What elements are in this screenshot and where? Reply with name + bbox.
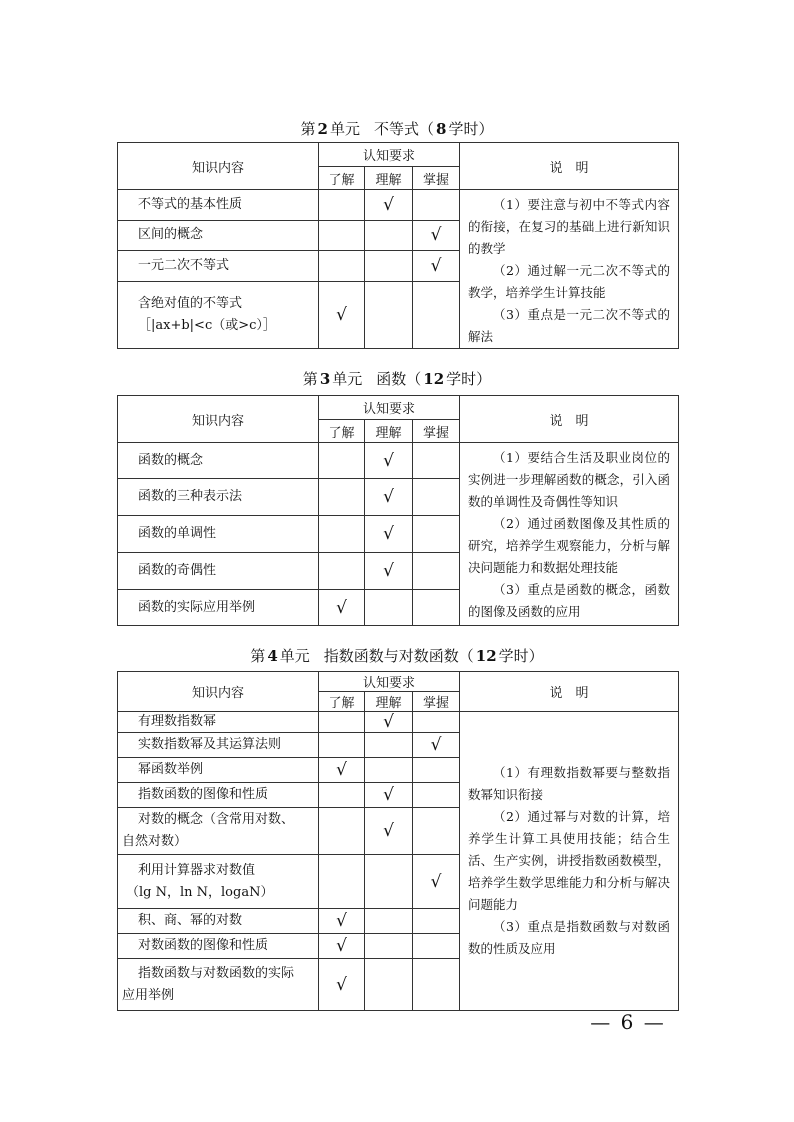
mark-level-3 <box>413 516 460 553</box>
header-note: 说 明 <box>460 672 679 712</box>
mark-level-1 <box>319 516 365 553</box>
note-paragraph: （1）要结合生活及职业岗位的实例进一步理解函数的概念，引入函数的单调性及奇偶性等知识 <box>468 450 670 509</box>
check-mark: √ <box>319 934 365 959</box>
table-row <box>118 190 679 221</box>
knowledge-item: 对数函数的图像和性质 <box>118 934 319 959</box>
mark-level-3 <box>413 590 460 626</box>
header-note: 说 明 <box>460 143 679 190</box>
note-paragraph: （2）通过解一元二次不等式的教学，培养学生计算技能 <box>468 263 670 300</box>
unit-name: 函数 <box>376 370 407 388</box>
knowledge-item <box>118 281 319 348</box>
mark-level-3 <box>413 909 460 934</box>
item-line-2: 应用举例 <box>122 987 175 1003</box>
item-line-2: 自然对数） <box>122 834 188 849</box>
check-mark: √ <box>319 281 365 348</box>
hours-label: 学时） <box>448 120 494 138</box>
mark-level-3 <box>413 712 460 733</box>
check-mark: √ <box>413 733 460 758</box>
unit-4-notes <box>460 712 679 1011</box>
hours-open: （ <box>458 647 474 665</box>
header-knowledge: 知识内容 <box>118 672 319 712</box>
item-line: 对数的概念（含常用对数、 <box>138 812 295 827</box>
header-level-3: 掌握 <box>413 420 460 443</box>
check-mark: √ <box>365 479 413 516</box>
unit-label: 单元 <box>329 120 360 138</box>
mark-level-2 <box>365 251 413 282</box>
mark-level-1 <box>319 855 365 909</box>
mark-level-2 <box>365 959 413 1011</box>
mark-level-3 <box>413 190 460 221</box>
header-cognition: 认知要求 <box>319 396 460 420</box>
knowledge-item: 函数的单调性 <box>118 516 319 553</box>
knowledge-item: 一元二次不等式 <box>118 251 319 282</box>
check-mark: √ <box>365 190 413 221</box>
unit-2-notes <box>460 190 679 349</box>
header-level-2: 理解 <box>365 167 413 190</box>
header-knowledge: 知识内容 <box>118 396 319 443</box>
mark-level-1 <box>319 733 365 758</box>
mark-level-1 <box>319 190 365 221</box>
mark-level-2 <box>365 855 413 909</box>
check-mark: √ <box>365 783 413 808</box>
table-row <box>118 443 679 479</box>
knowledge-item <box>118 855 319 909</box>
unit-4-title <box>117 646 677 666</box>
item-line: 利用计算器求对数值 <box>138 862 256 878</box>
unit-hours: 8 <box>436 120 447 138</box>
mark-level-3 <box>413 281 460 348</box>
header-level-3: 掌握 <box>413 167 460 190</box>
note-paragraph: （3）重点是指数函数与对数函数的性质及应用 <box>468 919 670 956</box>
check-mark: √ <box>319 959 365 1011</box>
knowledge-item: 区间的概念 <box>118 220 319 251</box>
note-paragraph: （2）通过函数图像及其性质的研究，培养学生观察能力，分析与解决问题能力和数据处理技能 <box>468 516 670 575</box>
knowledge-item: 不等式的基本性质 <box>118 190 319 221</box>
unit-hours: 12 <box>475 647 497 665</box>
mark-level-1 <box>319 712 365 733</box>
header-level-1: 了解 <box>319 420 365 443</box>
knowledge-item: 实数指数幂及其运算法则 <box>118 733 319 758</box>
mark-level-3 <box>413 758 460 783</box>
item-line-2: （lg N，ln N，logaN） <box>126 884 274 900</box>
mark-level-3 <box>413 443 460 479</box>
note-paragraph: （3）重点是函数的概念，函数的图像及函数的应用 <box>468 582 670 619</box>
mark-level-1 <box>319 443 365 479</box>
mark-level-2 <box>365 220 413 251</box>
knowledge-item: 函数的概念 <box>118 443 319 479</box>
header-cognition: 认知要求 <box>319 672 460 692</box>
mark-level-3 <box>413 553 460 590</box>
unit-4-table <box>117 671 679 1011</box>
note-paragraph: （1）要注意与初中不等式内容的衔接，在复习的基础上进行新知识的教学 <box>468 197 670 256</box>
unit-3-table <box>117 395 679 626</box>
mark-level-3 <box>413 479 460 516</box>
mark-level-3 <box>413 808 460 855</box>
header-level-3: 掌握 <box>413 692 460 712</box>
check-mark: √ <box>413 220 460 251</box>
unit-2-table <box>117 142 679 349</box>
hours-label: 学时） <box>498 647 544 665</box>
check-mark: √ <box>413 855 460 909</box>
knowledge-item: 有理数指数幂 <box>118 712 319 733</box>
unit-number: 4 <box>267 647 278 665</box>
check-mark: √ <box>365 443 413 479</box>
item-line: 指数函数与对数函数的实际 <box>138 965 295 981</box>
table-row <box>118 712 679 733</box>
check-mark: √ <box>365 712 413 733</box>
mark-level-1 <box>319 808 365 855</box>
check-mark: √ <box>319 909 365 934</box>
hours-label: 学时） <box>446 370 492 388</box>
item-line: 含绝对值的不等式 <box>138 295 243 311</box>
knowledge-item: 函数的奇偶性 <box>118 553 319 590</box>
mark-level-2 <box>365 733 413 758</box>
mark-level-1 <box>319 783 365 808</box>
check-mark: √ <box>413 251 460 282</box>
header-level-1: 了解 <box>319 692 365 712</box>
check-mark: √ <box>319 590 365 626</box>
note-paragraph: （3）重点是一元二次不等式的解法 <box>468 307 670 344</box>
mark-level-2 <box>365 590 413 626</box>
mark-level-2 <box>365 934 413 959</box>
note-paragraph: （2）通过幂与对数的计算，培养学生计算工具使用技能；结合生活、生产实例，讲授指数函数模型，培养学生数学思维能力和分析与解决问题能力 <box>468 809 670 912</box>
unit-hours: 12 <box>423 370 445 388</box>
knowledge-item: 指数函数的图像和性质 <box>118 783 319 808</box>
mark-level-2 <box>365 758 413 783</box>
header-level-2: 理解 <box>365 420 413 443</box>
unit-2-title <box>117 119 677 139</box>
knowledge-item <box>118 808 319 855</box>
unit-name: 不等式 <box>373 120 419 138</box>
mark-level-1 <box>319 553 365 590</box>
unit-title-prefix: 第 <box>250 647 266 665</box>
mark-level-3 <box>413 934 460 959</box>
unit-name: 指数函数与对数函数 <box>323 647 459 665</box>
mark-level-1 <box>319 251 365 282</box>
hours-open: （ <box>419 120 435 138</box>
mark-level-1 <box>319 220 365 251</box>
check-mark: √ <box>365 553 413 590</box>
unit-title-prefix: 第 <box>302 370 318 388</box>
unit-title-prefix: 第 <box>300 120 316 138</box>
item-line-2: ［|ax+b|<c（或>c）］ <box>138 317 276 333</box>
mark-level-3 <box>413 783 460 808</box>
header-cognition: 认知要求 <box>319 143 460 167</box>
header-level-1: 了解 <box>319 167 365 190</box>
check-mark: √ <box>319 758 365 783</box>
header-note: 说 明 <box>460 396 679 443</box>
header-knowledge: 知识内容 <box>118 143 319 190</box>
check-mark: √ <box>365 808 413 855</box>
page-number: — 6 — <box>590 1010 666 1034</box>
mark-level-3 <box>413 959 460 1011</box>
note-paragraph: （1）有理数指数幂要与整数指数幂知识衔接 <box>468 765 670 802</box>
unit-3-notes <box>460 443 679 626</box>
knowledge-item: 幂函数举例 <box>118 758 319 783</box>
header-level-2: 理解 <box>365 692 413 712</box>
check-mark: √ <box>365 516 413 553</box>
knowledge-item: 积、商、幂的对数 <box>118 909 319 934</box>
unit-3-title <box>117 369 677 389</box>
mark-level-2 <box>365 281 413 348</box>
unit-number: 2 <box>317 120 328 138</box>
unit-label: 单元 <box>279 647 310 665</box>
hours-open: （ <box>406 370 422 388</box>
mark-level-1 <box>319 479 365 516</box>
unit-label: 单元 <box>332 370 363 388</box>
knowledge-item: 函数的三种表示法 <box>118 479 319 516</box>
knowledge-item <box>118 959 319 1011</box>
mark-level-2 <box>365 909 413 934</box>
knowledge-item: 函数的实际应用举例 <box>118 590 319 626</box>
unit-number: 3 <box>319 370 331 388</box>
